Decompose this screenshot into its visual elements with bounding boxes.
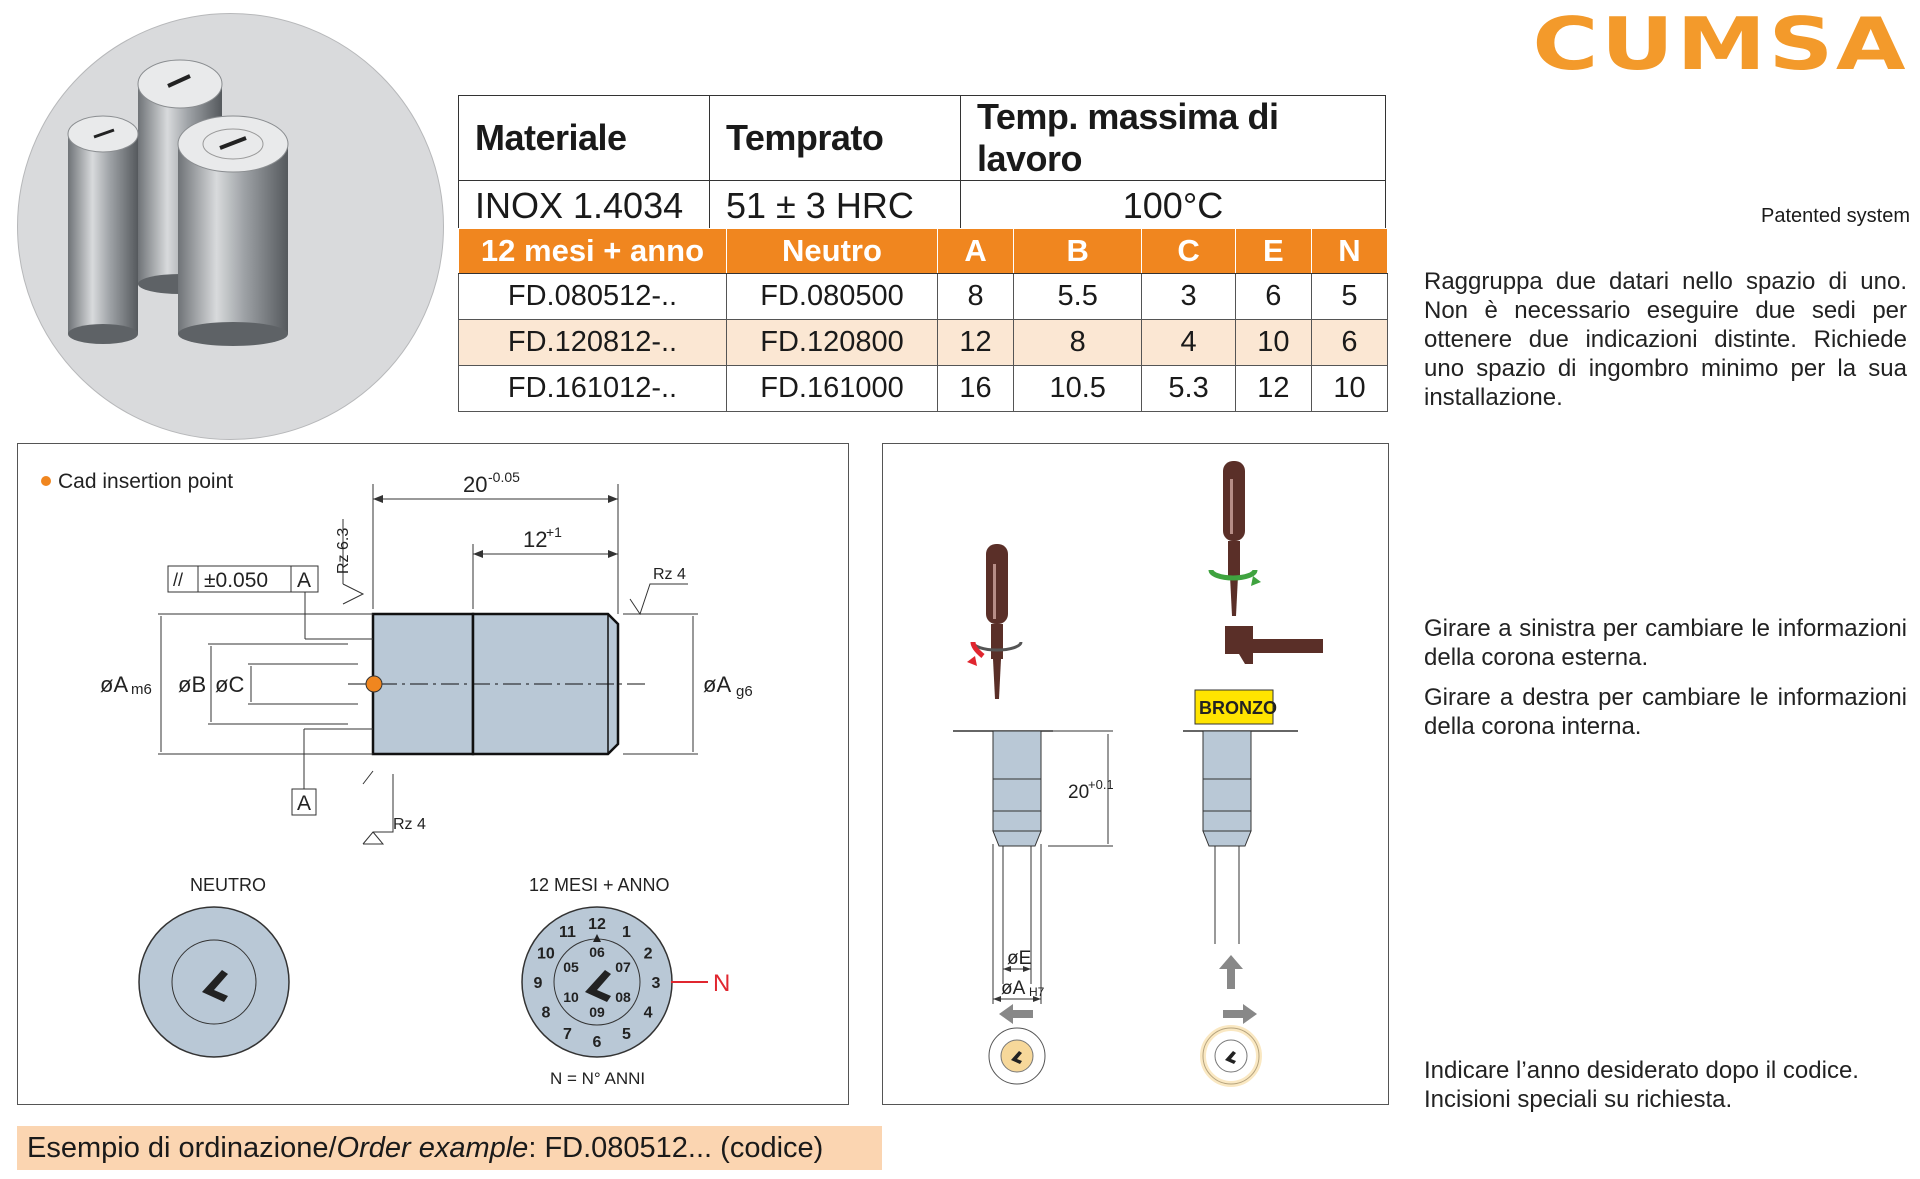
dim-12-tol: +1 <box>546 524 562 540</box>
dial-month-label: 5 <box>622 1026 631 1044</box>
cad-insertion-point <box>366 676 382 692</box>
product-photo <box>17 13 444 440</box>
dia-b: øB <box>178 672 207 697</box>
table-cell: 10 <box>1311 366 1387 412</box>
table-cell: 10 <box>1235 320 1311 366</box>
table-cell: 6 <box>1235 274 1311 320</box>
order-label-en: Order example <box>336 1132 529 1164</box>
hardness-value: 51 ± 3 HRC <box>710 181 961 232</box>
hardness-header: Temprato <box>710 96 961 181</box>
hammer-icon <box>1225 626 1323 664</box>
description-text: Raggruppa due datari nello spazio di uno. Non è necessario eseguire due sedi per ottenere due indicazioni distinte. Richiede uno spazio di ingombro minimo per la sua installazione. <box>1424 268 1907 411</box>
dial-month-label: 4 <box>643 1004 653 1022</box>
dia-a-left-tol: m6 <box>131 681 152 698</box>
table-cell: 8 <box>938 274 1014 320</box>
table-cell: 4 <box>1142 320 1235 366</box>
rz4-right-label: Rz 4 <box>653 566 686 583</box>
technical-drawing <box>17 443 849 1105</box>
cumsa-logo: CUMSA <box>1532 2 1908 86</box>
material-header: Materiale <box>459 96 710 181</box>
dial-month-label: 2 <box>643 945 653 963</box>
dia-a-right: øA <box>703 672 732 697</box>
dim-20: 20 <box>463 472 488 497</box>
table-cell: 12 <box>1235 366 1311 412</box>
tol-parallel: // <box>173 570 184 590</box>
table-cell: 3 <box>1142 274 1235 320</box>
table-cell: FD.080500 <box>727 274 938 320</box>
instruction-left: Girare a sinistra per cambiare le informazioni della corona esterna. <box>1424 615 1907 671</box>
order-value: : FD.080512... (codice) <box>528 1132 824 1164</box>
dial-month-label: 7 <box>563 1026 572 1044</box>
dial-month-label: 8 <box>541 1004 551 1022</box>
install-dia-a-tol: H7 <box>1029 985 1045 999</box>
patented-label: Patented system <box>1761 205 1910 227</box>
max-temp-header: Temp. massima di lavoro <box>961 96 1386 181</box>
cad-label: Cad insertion point <box>58 470 234 493</box>
material-value: INOX 1.4034 <box>459 181 710 232</box>
table-cell: FD.120800 <box>727 320 938 366</box>
col-12-mesi: 12 mesi + anno <box>459 229 727 274</box>
install-dim-20: 20 <box>1068 782 1090 803</box>
arrow-right-icon <box>1223 1004 1257 1024</box>
insert-right <box>1203 731 1251 944</box>
dimensions-table <box>458 228 1388 412</box>
table-cell: 5.5 <box>1014 274 1142 320</box>
install-dim-20-tol: +0.1 <box>1088 777 1114 792</box>
dial-month-label: 10 <box>537 945 555 963</box>
table-row <box>459 274 1388 320</box>
table-cell: 16 <box>938 366 1014 412</box>
mesi-label: 12 MESI + ANNO <box>529 875 670 895</box>
col-n: N <box>1311 229 1387 274</box>
table-row <box>459 320 1388 366</box>
table-cell: FD.161000 <box>727 366 938 412</box>
n-marker: N <box>713 970 731 997</box>
neutro-label: NEUTRO <box>190 875 266 895</box>
dial-year-label: 07 <box>615 959 631 975</box>
dia-a-left: øA <box>100 672 129 697</box>
col-a: A <box>938 229 1014 274</box>
dim-12: 12 <box>523 527 548 552</box>
arrow-left-icon <box>999 1004 1033 1024</box>
rz63-label: Rz 6.3 <box>335 527 352 574</box>
dial-month-label: 3 <box>651 975 661 992</box>
table-cell: 12 <box>938 320 1014 366</box>
dial-month-label: 6 <box>592 1034 602 1051</box>
cad-point-dot <box>41 476 51 486</box>
arrow-up-icon <box>1219 955 1243 989</box>
small-dial-right <box>1203 1028 1259 1084</box>
dial-month-label: 9 <box>533 975 543 992</box>
dial-month-label: 1 <box>622 923 631 941</box>
insert-left <box>993 731 1041 984</box>
table-cell: 5 <box>1311 274 1387 320</box>
tol-datum: A <box>297 569 312 592</box>
dia-a-right-tol: g6 <box>736 683 753 700</box>
col-e: E <box>1235 229 1311 274</box>
dia-c: øC <box>215 672 245 697</box>
properties-table <box>458 95 1386 232</box>
dial-month-label: 12 <box>588 916 606 933</box>
dial-month-label: 11 <box>559 923 576 941</box>
dial-year-label: 09 <box>589 1004 605 1020</box>
rz4-bottom-label: Rz 4 <box>393 816 426 833</box>
dial-year-label: 10 <box>563 989 579 1005</box>
screwdriver-right-icon <box>1223 461 1245 616</box>
col-c: C <box>1142 229 1235 274</box>
screwdriver-left-icon <box>986 544 1008 699</box>
table-cell: 10.5 <box>1014 366 1142 412</box>
col-b: B <box>1014 229 1142 274</box>
n-caption: N = N° ANNI <box>550 1069 646 1088</box>
order-label: Esempio di ordinazione/ <box>27 1132 337 1164</box>
dim-20-tol: -0.05 <box>488 469 520 485</box>
instruction-right: Girare a destra per cambiare le informazioni della corona interna. <box>1424 684 1907 740</box>
install-dia-e: øE <box>1007 948 1032 969</box>
footer-note-special: Incisioni speciali su richiesta. <box>1424 1086 1733 1113</box>
table-cell: 8 <box>1014 320 1142 366</box>
order-example <box>17 1126 882 1170</box>
dial-year-label: 06 <box>589 944 605 960</box>
table-row <box>459 366 1388 412</box>
dial-year-label: 05 <box>563 959 579 975</box>
table-cell: 6 <box>1311 320 1387 366</box>
table-cell: FD.080512-.. <box>459 274 727 320</box>
max-temp-value: 100°C <box>961 181 1386 232</box>
table-cell: 5.3 <box>1142 366 1235 412</box>
datum-a: A <box>297 792 312 815</box>
tol-value: ±0.050 <box>204 569 269 592</box>
bronzo-label: BRONZO <box>1199 698 1277 718</box>
table-cell: FD.161012-.. <box>459 366 727 412</box>
installation-drawing <box>882 443 1389 1105</box>
col-neutro: Neutro <box>727 229 938 274</box>
small-dial-left <box>989 1028 1045 1084</box>
footer-note-year: Indicare l’anno desiderato dopo il codice. <box>1424 1057 1859 1084</box>
dial-year-label: 08 <box>615 989 631 1005</box>
install-dia-a: øA <box>1001 978 1026 999</box>
table-cell: FD.120812-.. <box>459 320 727 366</box>
